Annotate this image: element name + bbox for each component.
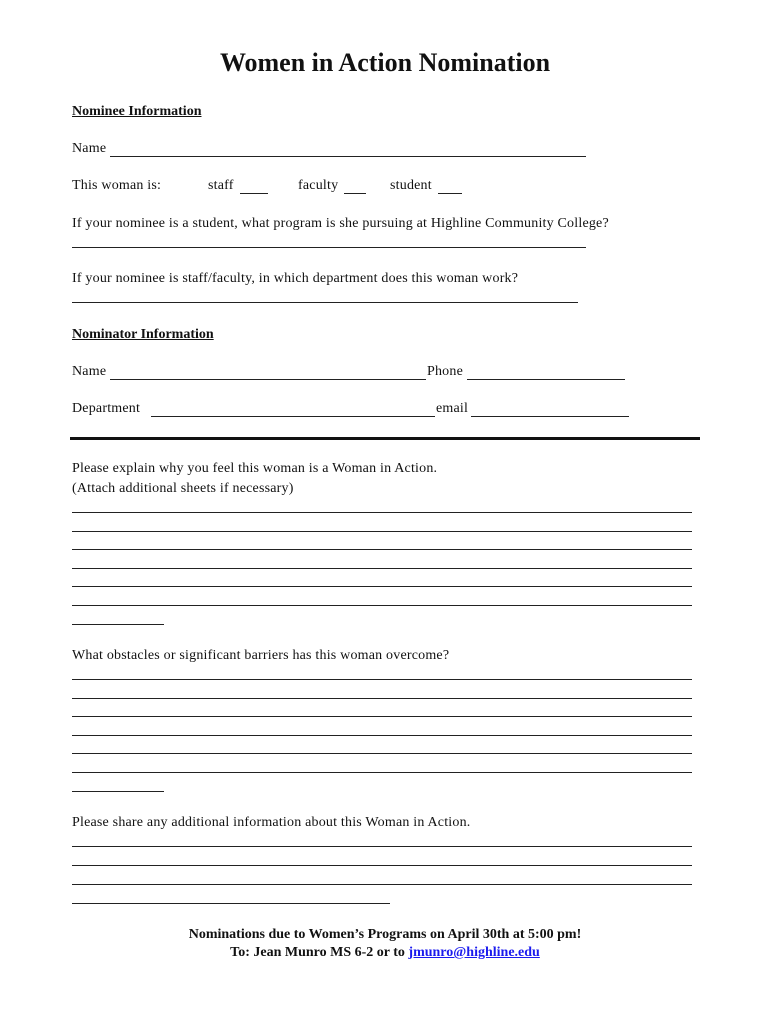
- department-question: If your nominee is staff/faculty, in which department does this woman work?: [72, 271, 519, 286]
- additional-question: Please share any additional information about this Woman in Action.: [72, 815, 471, 830]
- obstacles-answer-line[interactable]: [72, 735, 692, 736]
- phone-label: Phone: [427, 364, 463, 379]
- obstacles-answer-line[interactable]: [72, 772, 692, 773]
- staff-label: staff: [208, 178, 234, 193]
- additional-answer-line[interactable]: [72, 903, 390, 904]
- why-answer-line[interactable]: [72, 512, 692, 513]
- why-question-line1: Please explain why you feel this woman is a Woman in Action.: [72, 461, 438, 476]
- contact-prefix: To: Jean Munro MS 6-2 or to: [230, 945, 409, 960]
- email-label: email: [436, 401, 469, 416]
- staff-checkbox-line[interactable]: [240, 193, 268, 194]
- why-answer-line[interactable]: [72, 531, 692, 532]
- why-answer-line[interactable]: [72, 586, 692, 587]
- program-question: If your nominee is a student, what program is she pursuing at Highline Community College?: [72, 216, 609, 231]
- why-question-line2: (Attach additional sheets if necessary): [72, 481, 294, 496]
- page-title: Women in Action Nomination: [219, 48, 551, 77]
- this-woman-is-label: This woman is:: [72, 178, 162, 193]
- section-divider: [70, 437, 700, 440]
- student-label: student: [390, 178, 432, 193]
- obstacles-question: What obstacles or significant barriers has this woman overcome?: [72, 648, 450, 663]
- nominator-department-label: Department: [72, 401, 141, 416]
- department-answer-field[interactable]: [72, 302, 578, 303]
- obstacles-answer-line[interactable]: [72, 753, 692, 754]
- student-checkbox-line[interactable]: [438, 193, 462, 194]
- additional-answer-line[interactable]: [72, 884, 692, 885]
- nominee-name-label: Name: [72, 141, 107, 156]
- nominator-section-heading: Nominator Information: [72, 327, 214, 342]
- why-answer-line[interactable]: [72, 549, 692, 550]
- nominator-department-field[interactable]: [151, 416, 435, 417]
- contact-line: [0, 945, 770, 961]
- additional-answer-line[interactable]: [72, 865, 692, 866]
- additional-answer-line[interactable]: [72, 846, 692, 847]
- deadline-notice: Nominations due to Women’s Programs on April 30th at 5:00 pm!: [188, 927, 582, 942]
- faculty-checkbox-line[interactable]: [344, 193, 366, 194]
- why-answer-line[interactable]: [72, 624, 164, 625]
- obstacles-answer-line[interactable]: [72, 679, 692, 680]
- obstacles-answer-line[interactable]: [72, 716, 692, 717]
- email-field[interactable]: [471, 416, 629, 417]
- program-answer-field[interactable]: [72, 247, 586, 248]
- nominee-name-field[interactable]: [110, 156, 586, 157]
- why-answer-line[interactable]: [72, 605, 692, 606]
- faculty-label: faculty: [298, 178, 339, 193]
- obstacles-answer-line[interactable]: [72, 698, 692, 699]
- contact-email-link[interactable]: jmunro@highline.edu: [408, 945, 540, 960]
- nominee-section-heading: Nominee Information: [72, 104, 202, 119]
- obstacles-answer-line[interactable]: [72, 791, 164, 792]
- why-answer-line[interactable]: [72, 568, 692, 569]
- phone-field[interactable]: [467, 379, 625, 380]
- nominator-name-field[interactable]: [110, 379, 426, 380]
- nominator-name-label: Name: [72, 364, 107, 379]
